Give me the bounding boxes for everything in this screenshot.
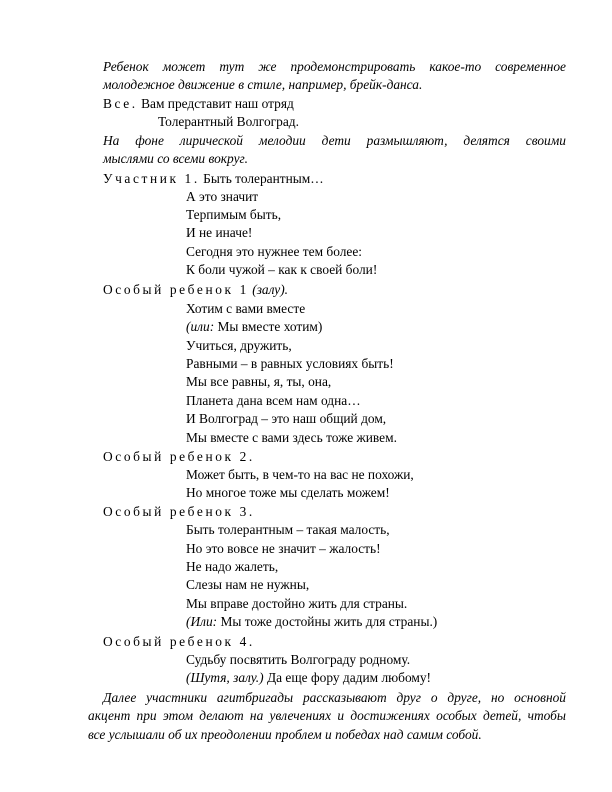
- verse-line: Быть толерантным…: [203, 171, 324, 186]
- stage-direction-outro-line-1: Далее участники агитбригады рассказывают друг о друге, но основной: [103, 690, 566, 705]
- speaker-special-child-3: Особый ребенок 3.: [103, 504, 255, 519]
- stage-direction-outro-line-3: все услышали об их преодолении проблем и победах над самим собой.: [88, 727, 482, 742]
- stage-direction-1-line-1: На фоне лирической мелодии дети размышляют, делятся своими: [103, 133, 566, 148]
- verse-line: Но многое тоже мы сделать можем!: [186, 485, 390, 500]
- verse-line: Мы все равны, я, ты, она,: [186, 374, 332, 389]
- verse-line: Быть толерантным – такая малость,: [186, 522, 390, 537]
- speaker-block-special-child-1: [103, 282, 288, 298]
- stage-note: (Шутя, залу.): [186, 670, 264, 685]
- verse-line: Терпимым быть,: [186, 207, 282, 222]
- verse-line: Мы вместе с вами здесь тоже живем.: [186, 430, 397, 445]
- verse-line: Слезы нам не нужны,: [186, 577, 310, 592]
- speaker-block-all: [103, 96, 294, 112]
- alt-prefix: (Или:: [186, 614, 218, 629]
- verse-line-alternative: [186, 319, 322, 335]
- verse-line: Равными – в равных условиях быть!: [186, 356, 394, 371]
- verse-line-with-note: [186, 670, 431, 686]
- stage-direction-intro-line-1: Ребенок может тут же продемонстрировать какое-то современное: [103, 59, 566, 74]
- speaker-all: Все.: [103, 96, 138, 111]
- stage-direction-1-line-2: мыслями со всеми вокруг.: [103, 151, 248, 166]
- alt-text: Мы вместе хотим): [217, 319, 323, 334]
- verse-line: И не иначе!: [186, 225, 253, 240]
- verse-line: Судьбу посвятить Волгограду родному.: [186, 652, 411, 667]
- stage-direction-intro-line-2: молодежное движение в стиле, например, брейк-данса.: [103, 77, 423, 92]
- speaker-special-child-2: Особый ребенок 2.: [103, 449, 255, 464]
- verse-line: Может быть, в чем-то на вас не похожи,: [186, 467, 414, 482]
- verse-line: Вам представит наш отряд: [141, 96, 294, 111]
- speaker-block-participant-1: [103, 171, 324, 187]
- speaker-participant-1: Участник 1.: [103, 171, 200, 186]
- verse-line: И Волгоград – это наш общий дом,: [186, 411, 387, 426]
- verse-line: Хотим с вами вместе: [186, 301, 306, 316]
- verse-text: Да еще фору дадим любому!: [266, 670, 432, 685]
- verse-line: К боли чужой – как к своей боли!: [186, 262, 378, 277]
- speaker-special-child-1: Особый ребенок 1: [103, 282, 249, 297]
- stage-note: (залу).: [252, 282, 289, 297]
- alt-text: Мы тоже достойны жить для страны.): [220, 614, 438, 629]
- verse-line: Мы вправе достойно жить для страны.: [186, 596, 408, 611]
- verse-line: Учиться, дружить,: [186, 338, 292, 353]
- verse-line-alternative: [186, 614, 437, 630]
- verse-line: Толерантный Волгоград.: [158, 114, 299, 129]
- stage-direction-outro-line-2: акцент при этом делают на увлечениях и достижениях особых детей, чтобы: [88, 708, 566, 723]
- verse-line: Планета дана всем нам одна…: [186, 393, 361, 408]
- verse-line: А это значит: [186, 189, 259, 204]
- speaker-special-child-4: Особый ребенок 4.: [103, 634, 255, 649]
- verse-line: Сегодня это нужнее тем более:: [186, 244, 363, 259]
- alt-prefix: (или:: [186, 319, 215, 334]
- verse-line: Не надо жалеть,: [186, 559, 279, 574]
- verse-line: Но это вовсе не значит – жалость!: [186, 541, 381, 556]
